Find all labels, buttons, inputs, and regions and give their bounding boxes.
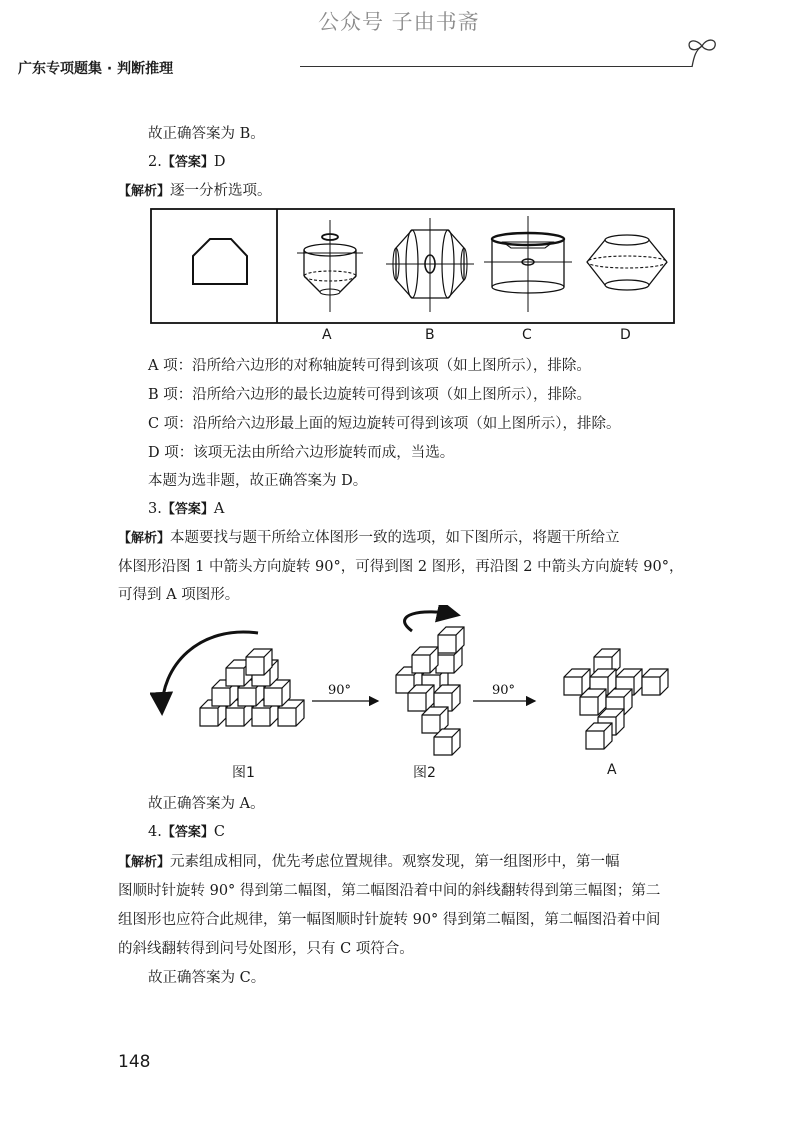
q4-analysis-1: 元素组成相同，优先考虑位置规律。观察发现，第一组图形中，第一幅 <box>170 854 620 870</box>
q2-answer: D <box>213 154 226 170</box>
q2-option-a: A 项：沿所给六边形的对称轴旋转可得到该项（如上图所示），排除。 <box>148 358 591 374</box>
q2-option-c: C 项：沿所给六边形最上面的短边旋转可得到该项（如上图所示），排除。 <box>148 416 621 432</box>
q3-analysis-line-1 <box>118 528 620 549</box>
q2-conclusion: 本题为选非题，故正确答案为 D。 <box>148 473 368 489</box>
q2-answer-label: 【答案】 <box>161 155 214 170</box>
q3-number: 3. <box>148 501 162 517</box>
q4-analysis-line-1 <box>118 852 620 873</box>
hexagon-shape <box>193 239 247 284</box>
q4-analysis-line-3: 组图形也应符合此规律，第一幅图顺时针旋转 90° 得到第二幅图，第二幅图沿着中间 <box>118 912 661 928</box>
q4-analysis-line-4: 的斜线翻转得到问号处图形，只有 C 项符合。 <box>118 941 414 957</box>
q3-cube-rotation-figure <box>150 605 670 760</box>
q2-answer-line <box>148 152 226 173</box>
q4-answer-line <box>148 822 225 843</box>
arrow-label-1: 90° <box>328 683 352 698</box>
option-b-solid <box>386 218 474 312</box>
q4-analysis-line-2: 图顺时针旋转 90° 得到第二幅图，第二幅图沿着中间的斜线翻转得到第三幅图；第二 <box>118 883 661 899</box>
q3-analysis-label: 【解析】 <box>118 531 171 546</box>
q3-figure-label-1: 图1 <box>232 765 255 781</box>
option-a-cubes <box>564 649 668 749</box>
q2-option-b: B 项：沿所给六边形的最长边旋转可得到该项（如上图所示），排除。 <box>148 387 592 403</box>
option-a-solid <box>297 220 363 312</box>
q3-answer-label: 【答案】 <box>161 502 214 517</box>
q2-analysis-label: 【解析】 <box>118 184 171 199</box>
option-c-solid <box>484 216 572 312</box>
q3-figure-label-a: A <box>607 762 617 778</box>
option-d-solid <box>587 235 667 290</box>
arrow-label-2: 90° <box>492 683 516 698</box>
q1-conclusion: 故正确答案为 B。 <box>148 126 265 142</box>
q4-answer: C <box>213 824 225 840</box>
page-number: 148 <box>118 1052 151 1072</box>
figure2-cubes <box>396 612 464 755</box>
q3-figure-label-2: 图2 <box>413 765 436 781</box>
q3-conclusion: 故正确答案为 A。 <box>148 796 265 812</box>
q4-analysis-label: 【解析】 <box>118 855 171 870</box>
q4-number: 4. <box>148 824 162 840</box>
q4-conclusion: 故正确答案为 C。 <box>148 970 266 986</box>
running-header: 广东专项题集 · 判断推理 <box>18 61 174 77</box>
q2-figure-label-d: D <box>620 327 631 343</box>
q3-answer-line <box>148 499 224 520</box>
q2-option-d: D 项：该项无法由所给六边形旋转而成，当选。 <box>148 445 455 461</box>
q2-rotation-figure <box>150 208 675 326</box>
q2-analysis-line <box>118 181 272 202</box>
q3-analysis-line-2: 体图形沿图 1 中箭头方向旋转 90°，可得到图 2 图形，再沿图 2 中箭头方向旋转 90°， <box>118 559 684 575</box>
q3-analysis-1: 本题要找与题干所给立体图形一致的选项，如下图所示，将题干所给立 <box>170 530 620 546</box>
sprout-icon <box>682 36 722 70</box>
q2-figure-label-c: C <box>522 327 532 343</box>
q3-analysis-line-3: 可得到 A 项图形。 <box>118 587 240 603</box>
q2-figure-label-a: A <box>322 327 332 343</box>
q4-answer-label: 【答案】 <box>161 825 214 840</box>
q2-analysis: 逐一分析选项。 <box>170 183 272 199</box>
q2-figure-label-b: B <box>425 327 435 343</box>
watermark: 公众号 子由书斋 <box>318 10 480 34</box>
q3-answer: A <box>213 501 225 517</box>
figure1-cubes <box>162 632 304 726</box>
q2-number: 2. <box>148 154 162 170</box>
header-rule <box>300 66 692 67</box>
